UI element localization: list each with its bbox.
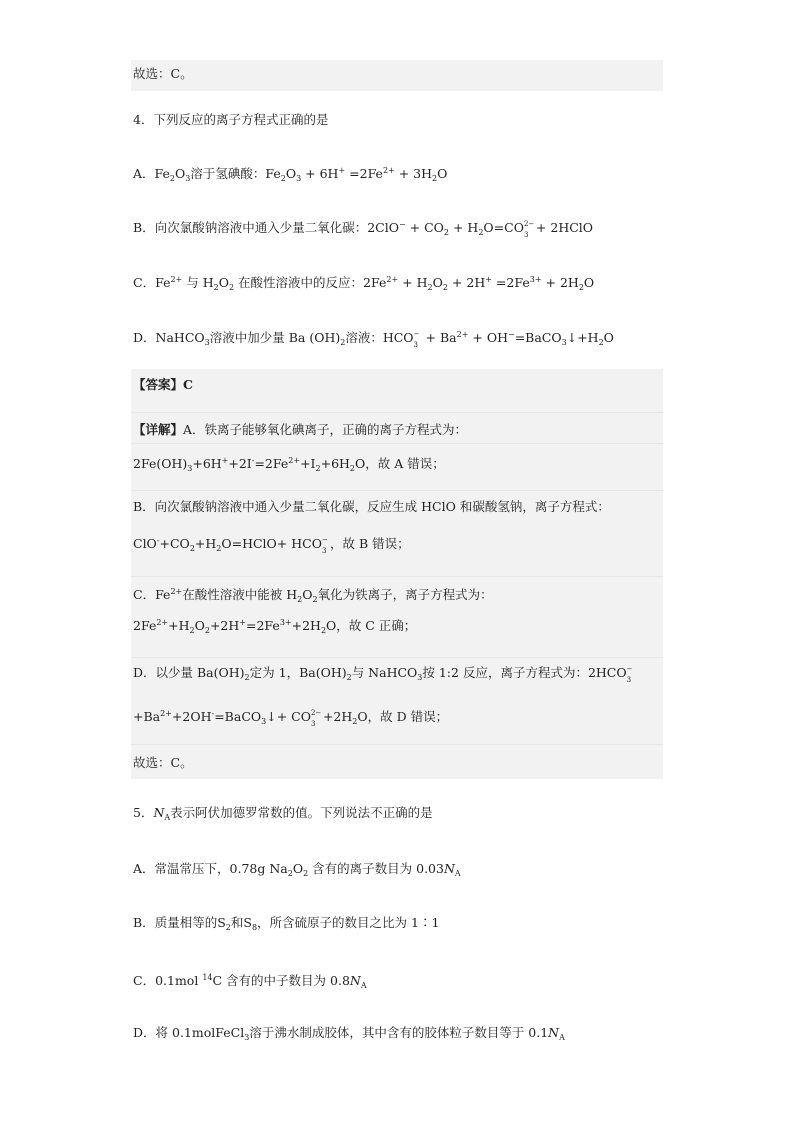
superscript: 2+ xyxy=(170,275,183,284)
option-text: 含有的离子数目为 0.03 xyxy=(308,861,444,876)
superscript: 2+ xyxy=(156,618,169,627)
formula-text: N xyxy=(153,805,165,820)
formula-text: + 3H xyxy=(394,166,433,181)
q5-option-a xyxy=(133,861,461,882)
subscript: 2 xyxy=(297,595,303,604)
q4-detail-c1 xyxy=(133,584,493,608)
subscript: 3 xyxy=(296,174,302,183)
superscript: + xyxy=(239,618,246,627)
divider xyxy=(131,443,663,444)
subscript: 2 xyxy=(352,717,358,726)
q4-detail-b2 xyxy=(133,533,410,557)
option-label: D． xyxy=(133,1025,156,1040)
question-text: 4．下列反应的离子方程式正确的是 xyxy=(133,112,329,127)
subscript: 3 xyxy=(417,673,423,682)
subscript: 2 xyxy=(346,673,352,682)
subscript: 3 xyxy=(187,464,193,473)
formula-text: Fe xyxy=(154,166,170,181)
superscript: − xyxy=(398,220,406,229)
formula-text: =BaCO xyxy=(514,330,562,345)
formula-text: O xyxy=(603,330,614,345)
formula-text: +H xyxy=(194,536,217,551)
subscript: 2 xyxy=(443,228,449,237)
formula-text: +2H xyxy=(209,618,240,633)
option-label: B． xyxy=(133,915,155,930)
formula-text: O xyxy=(292,861,304,876)
superscript: + xyxy=(221,456,229,465)
superscript: − xyxy=(321,536,328,544)
formula-text: =2Fe xyxy=(345,166,383,181)
formula-text: O xyxy=(218,275,229,290)
q4-detail-b1 xyxy=(133,499,610,515)
option-text: 与 H xyxy=(182,275,214,290)
q4-stem xyxy=(133,112,328,128)
subscript: 2 xyxy=(280,174,286,183)
ion-charge xyxy=(626,665,635,684)
q4-option-a xyxy=(133,163,447,187)
subscript: 3 xyxy=(204,338,210,347)
detail-heading: 【详解】 xyxy=(133,422,184,437)
formula-text: +2I xyxy=(228,456,252,471)
subscript: A xyxy=(360,981,367,990)
ion-charge xyxy=(310,709,322,728)
formula-text: +6H xyxy=(192,456,222,471)
superscript: 3+ xyxy=(529,275,542,284)
option-text: 向次氯酸钠溶液中通入少量二氧化碳：2ClO xyxy=(154,220,399,235)
subscript: 2 xyxy=(340,338,346,347)
divider xyxy=(131,412,663,413)
q4-detail-c2 xyxy=(133,615,416,639)
superscript: 2+ xyxy=(456,330,469,339)
formula-text: O xyxy=(194,618,205,633)
option-label: A． xyxy=(133,166,155,181)
subscript: 2 xyxy=(189,626,195,635)
subscript: 3 xyxy=(310,720,316,728)
subscript: 2 xyxy=(244,673,250,682)
subscript: 2 xyxy=(213,283,219,292)
ion-charge xyxy=(523,220,535,239)
subscript: 2 xyxy=(320,626,327,635)
formula-text: +I xyxy=(300,456,316,471)
formula-text: O xyxy=(285,166,297,181)
q5-option-b xyxy=(133,915,439,936)
formula-text: + 2H xyxy=(447,275,486,290)
subscript: 2 xyxy=(169,174,176,183)
subscript: 2 xyxy=(287,869,293,878)
question-number: 5． xyxy=(133,805,154,820)
formula-text: O xyxy=(437,166,448,181)
q4-option-b xyxy=(133,217,593,241)
subscript: A xyxy=(454,869,461,878)
formula-text: +6H xyxy=(320,456,350,471)
formula-text: 溶液：HCO xyxy=(345,330,414,345)
formula-text: Fe xyxy=(155,275,171,290)
formula-text: + H xyxy=(398,275,428,290)
superscript: 14 xyxy=(202,973,213,982)
formula-text: D．以少量 Ba(OH) xyxy=(133,665,245,680)
answer-text: 【答案】C xyxy=(133,377,193,392)
subscript: 2 xyxy=(189,544,195,553)
formula-text: O=CO xyxy=(483,220,524,235)
q4-detail-a2 xyxy=(133,453,445,477)
detail-text: B．向次氯酸钠溶液中通入少量二氧化碳，反应生成 HClO 和碳酸氢钠，离子方程式： xyxy=(133,499,610,514)
subscript: 2 xyxy=(228,283,235,292)
superscript: - xyxy=(156,536,160,545)
subscript: 2 xyxy=(216,544,222,553)
formula-text: O xyxy=(583,275,595,290)
superscript: + xyxy=(338,166,346,175)
formula-text: 2Fe xyxy=(133,618,157,633)
subscript: 2 xyxy=(349,464,356,473)
divider xyxy=(131,657,663,658)
superscript: - xyxy=(251,456,255,465)
formula-text: + Ba xyxy=(421,330,457,345)
q5-option-c xyxy=(133,970,367,994)
option-label: C． xyxy=(133,275,156,290)
option-text: 溶于沸水制成胶体，其中含有的胶体粒子数目等于 0.1 xyxy=(249,1025,549,1040)
formula-text: + 6H xyxy=(301,166,339,181)
subscript: 3 xyxy=(626,676,632,684)
formula-text: O xyxy=(432,275,443,290)
superscript: 2+ xyxy=(288,456,301,465)
superscript: 2+ xyxy=(382,166,395,175)
option-text: 溶液中加少量 Ba (OH) xyxy=(209,330,341,345)
option-label: D． xyxy=(133,330,156,345)
q4-detail-a1 xyxy=(133,422,467,438)
formula-text: =2Fe xyxy=(245,618,280,633)
option-text: 溶于氢碘酸：Fe xyxy=(190,166,281,181)
divider xyxy=(131,744,663,745)
subscript: 2 xyxy=(315,464,321,473)
subscript: 3 xyxy=(261,717,267,726)
option-text: 0.1mol xyxy=(155,973,203,988)
subscript: 2 xyxy=(427,283,433,292)
subscript: 2 xyxy=(312,595,318,604)
superscript: 2+ xyxy=(386,275,399,284)
previous-answer xyxy=(133,66,193,82)
subscript: 3 xyxy=(321,547,327,555)
ion-charge xyxy=(321,536,330,555)
formula-text: C．Fe xyxy=(133,587,171,602)
formula-text: + OH xyxy=(468,330,508,345)
question-text: 表示阿伏加德罗常数的值。下列说法不正确的是 xyxy=(170,805,433,820)
detail-text: 与 NaHCO xyxy=(351,665,418,680)
formula-text: N xyxy=(349,973,361,988)
option-label: B． xyxy=(133,220,155,235)
detail-text: 在酸性溶液中能被 H xyxy=(182,587,298,602)
superscript: + xyxy=(485,275,492,284)
q4-detail-d1 xyxy=(133,665,635,686)
option-text: 常温常压下，0.78g Na xyxy=(154,861,288,876)
formula-text: +2H xyxy=(318,709,353,724)
ion-charge xyxy=(413,330,422,349)
subscript: 2 xyxy=(578,283,584,292)
formula-text: +H xyxy=(168,618,190,633)
subscript: 3 xyxy=(244,1033,250,1042)
option-label: A． xyxy=(133,861,155,876)
q4-detail-d2 xyxy=(133,706,448,730)
formula-text: =BaCO xyxy=(214,709,262,724)
formula-text: N xyxy=(443,861,455,876)
subscript: 3 xyxy=(413,341,419,349)
superscript: 2− xyxy=(310,709,322,717)
q4-option-d xyxy=(133,327,614,351)
detail-text: 氧化为铁离子，离子方程式为： xyxy=(317,587,493,602)
superscript: 2− xyxy=(523,220,535,228)
q4-answer xyxy=(133,377,193,393)
subscript: 2 xyxy=(442,283,448,292)
detail-text: O，故 A 错误； xyxy=(355,456,445,471)
formula-text: O xyxy=(302,587,313,602)
q4-final xyxy=(133,755,193,771)
formula-text: + 2H xyxy=(541,275,579,290)
detail-text: ，故 B 错误； xyxy=(329,536,410,551)
formula-text: =2Fe xyxy=(491,275,530,290)
superscript: − xyxy=(413,330,420,338)
formula-text: O=HClO+ HCO xyxy=(221,536,322,551)
superscript: 2+ xyxy=(160,709,172,718)
superscript: - xyxy=(211,709,215,718)
detail-text: 按 1:2 反应，离子方程式为：2HCO xyxy=(422,665,627,680)
formula-text: 和S xyxy=(230,915,252,930)
formula-text: + H xyxy=(448,220,479,235)
subscript: A xyxy=(559,1033,565,1042)
subscript: 2 xyxy=(225,923,231,932)
detail-text: O，故 C 正确； xyxy=(326,618,417,633)
subscript: 8 xyxy=(251,923,258,932)
subscript: 3 xyxy=(561,338,567,347)
formula-text: NaHCO xyxy=(155,330,205,345)
subscript: 2 xyxy=(478,228,484,237)
option-text: C 含有的中子数目为 0.8 xyxy=(212,973,350,988)
option-text: 将 0.1molFeCl xyxy=(155,1025,245,1040)
formula-text: ↓+ CO xyxy=(266,709,311,724)
subscript: 2 xyxy=(204,626,210,635)
subscript: 3 xyxy=(523,231,529,239)
q5-stem xyxy=(133,805,433,826)
answer-band-top xyxy=(131,60,663,91)
formula-text: +2H xyxy=(291,618,321,633)
option-text: 质量相等的S xyxy=(154,915,226,930)
superscript: − xyxy=(626,665,633,673)
option-text: 在酸性溶液中的反应：2Fe xyxy=(234,275,387,290)
option-text: ，所含硫原子的数目之比为 1∶1 xyxy=(257,915,440,930)
superscript: − xyxy=(507,330,515,339)
formula-text: N xyxy=(548,1025,560,1040)
formula-text: +2OH xyxy=(171,709,212,724)
option-label: C． xyxy=(133,973,156,988)
formula-text: =2Fe xyxy=(254,456,289,471)
detail-text: A．铁离子能够氧化碘离子，正确的离子方程式为： xyxy=(183,422,468,437)
formula-text: 2Fe(OH) xyxy=(133,456,188,471)
answer-text: 故选：C。 xyxy=(133,66,193,81)
formula-text: + 2HClO xyxy=(531,220,594,235)
formula-text: ↓+H xyxy=(566,330,599,345)
detail-text: O，故 D 错误； xyxy=(357,709,449,724)
subscript: A xyxy=(164,813,171,822)
subscript: 2 xyxy=(303,869,309,878)
divider xyxy=(131,490,663,491)
formula-text: +CO xyxy=(159,536,190,551)
divider xyxy=(131,576,663,577)
answer-text: 故选：C。 xyxy=(133,755,193,770)
subscript: 2 xyxy=(598,338,604,347)
formula-text: O xyxy=(175,166,186,181)
q4-option-c xyxy=(133,272,594,296)
superscript: 2+ xyxy=(170,587,183,596)
q5-option-d xyxy=(133,1025,565,1046)
formula-text: ClO xyxy=(133,536,157,551)
detail-text: 定为 1，Ba(OH) xyxy=(249,665,347,680)
formula-text: + CO xyxy=(405,220,444,235)
superscript: 3+ xyxy=(279,618,292,627)
subscript: 3 xyxy=(185,174,191,183)
formula-text: +Ba xyxy=(133,709,161,724)
subscript: 2 xyxy=(432,174,438,183)
